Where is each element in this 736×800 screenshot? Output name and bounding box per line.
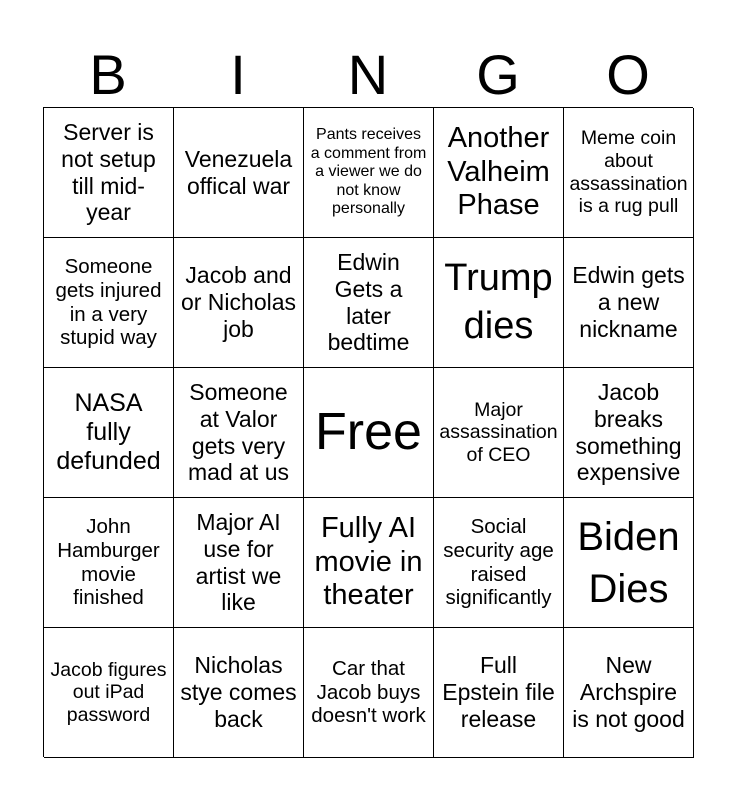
header-letter-g: G [476,43,520,106]
bingo-cell-r3c2[interactable]: Someone at Valor gets very mad at us [174,368,304,498]
bingo-cell-r5c2[interactable]: Nicholas stye comes back [174,628,304,758]
bingo-cell-free[interactable]: Free [304,368,434,498]
bingo-cell-r1c2[interactable]: Venezuela offical war [174,108,304,238]
bingo-cell-r4c2[interactable]: Major AI use for artist we like [174,498,304,628]
bingo-board [43,107,693,757]
bingo-cell-r3c5[interactable]: Jacob breaks something expensive [564,368,694,498]
bingo-cell-r4c5[interactable]: Biden Dies [564,498,694,628]
bingo-cell-r2c5[interactable]: Edwin gets a new nickname [564,238,694,368]
bingo-cell-r2c3[interactable]: Edwin Gets a later bedtime [304,238,434,368]
bingo-cell-r5c5[interactable]: New Archspire is not good [564,628,694,758]
bingo-cell-r1c1[interactable]: Server is not setup till mid-year [44,108,174,238]
bingo-cell-r2c2[interactable]: Jacob and or Nicholas job [174,238,304,368]
bingo-cell-r4c3[interactable]: Fully AI movie in theater [304,498,434,628]
bingo-cell-r2c4[interactable]: Trump dies [434,238,564,368]
header-letter-b: B [89,43,127,106]
bingo-cell-r4c4[interactable]: Social security age raised significantly [434,498,564,628]
bingo-cell-r1c3[interactable]: Pants receives a comment from a viewer we do not know personally [304,108,434,238]
header-letter-n: N [347,43,389,106]
bingo-cell-r4c1[interactable]: John Hamburger movie finished [44,498,174,628]
bingo-cell-r2c1[interactable]: Someone gets injured in a very stupid way [44,238,174,368]
bingo-cell-r5c3[interactable]: Car that Jacob buys doesn't work [304,628,434,758]
header-letter-i: I [230,43,246,106]
bingo-cell-r1c5[interactable]: Meme coin about assassination is a rug pull [564,108,694,238]
bingo-cell-r1c4[interactable]: Another Valheim Phase [434,108,564,238]
bingo-cell-r3c1[interactable]: NASA fully defunded [44,368,174,498]
bingo-cell-r3c4[interactable]: Major assassination of CEO [434,368,564,498]
header-letter-o: O [606,43,650,106]
bingo-cell-r5c1[interactable]: Jacob figures out iPad password [44,628,174,758]
bingo-cell-r5c4[interactable]: Full Epstein file release [434,628,564,758]
bingo-header [43,44,693,106]
